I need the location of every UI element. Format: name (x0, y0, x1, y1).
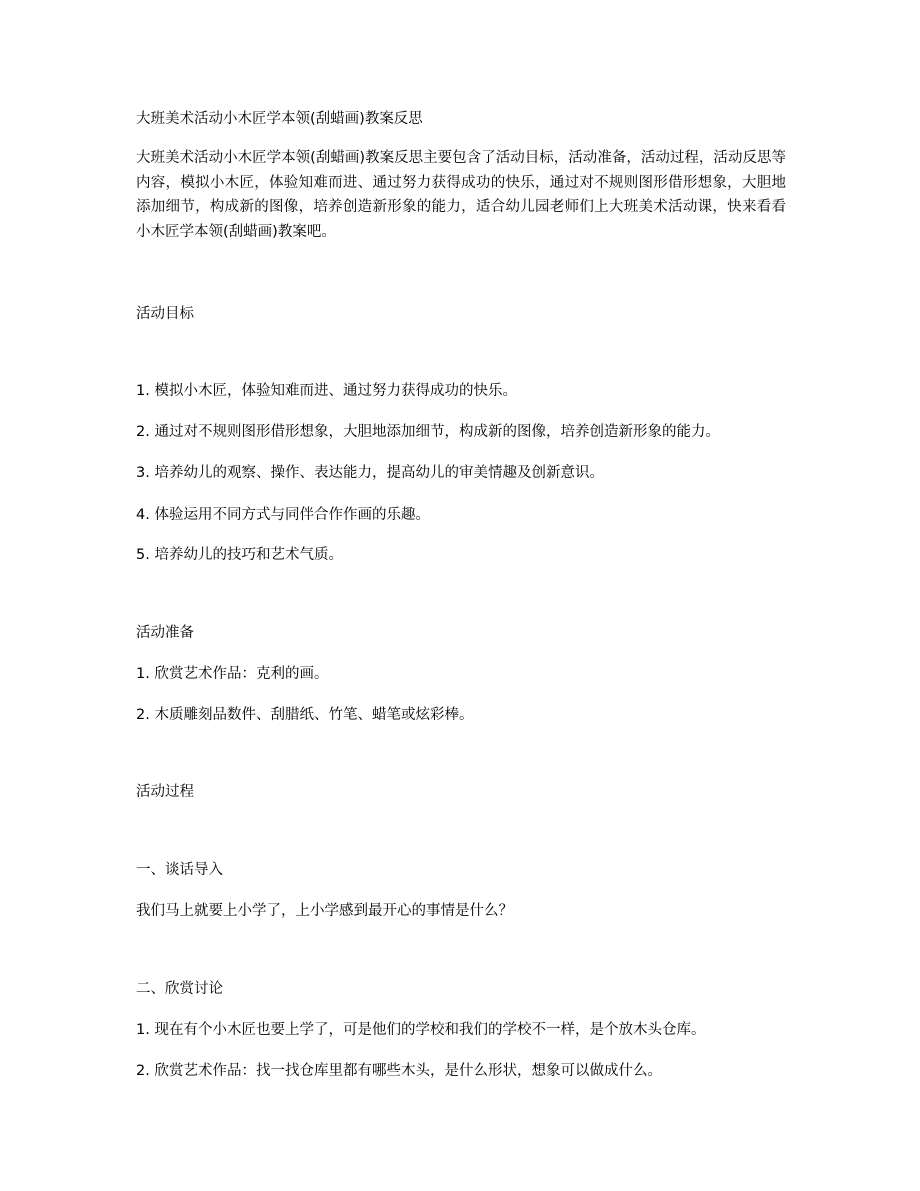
intro-paragraph: 大班美术活动小木匠学本领(刮蜡画)教案反思主要包含了活动目标，活动准备，活动过程，活动反思等内容，模拟小木匠，体验知难而进、通过努力获得成功的快乐，通过对不规则图形借形想象，大胆地添加细节，构成新的图像，培养创造新形象的能力，适合幼儿园老师们上大班美术活动课，快来看看小木匠学本领(刮蜡画)教案吧。 (136, 150, 786, 240)
prep-item: 2. 木质雕刻品数件、刮腊纸、竹笔、蜡笔或炫彩棒。 (136, 707, 474, 723)
process-part2-item: 2. 欣赏艺术作品：找一找仓库里都有哪些木头，是什么形状，想象可以做成什么。 (136, 1063, 662, 1079)
goal-item: 4. 体验运用不同方式与同伴合作作画的乐趣。 (136, 507, 430, 523)
process-part1-text: 我们马上就要上小学了，上小学感到最开心的事情是什么？ (136, 903, 513, 919)
goals-heading: 活动目标 (136, 306, 194, 322)
process-part2-item: 1. 现在有个小木匠也要上学了，可是他们的学校和我们的学校不一样，是个放木头仓库。 (136, 1022, 706, 1038)
prep-item: 1. 欣赏艺术作品：克利的画。 (136, 666, 329, 682)
goal-item: 5. 培养幼儿的技巧和艺术气质。 (136, 547, 343, 563)
prep-heading: 活动准备 (136, 625, 194, 641)
goal-item: 3. 培养幼儿的观察、操作、表达能力，提高幼儿的审美情趣及创新意识。 (136, 465, 604, 481)
process-part2-heading: 二、欣赏讨论 (136, 981, 223, 997)
goal-item: 2. 通过对不规则图形借形想象，大胆地添加细节，构成新的图像，培养创造新形象的能力。 (136, 424, 720, 440)
process-heading: 活动过程 (136, 784, 194, 800)
document-title: 大班美术活动小木匠学本领(刮蜡画)教案反思 (136, 111, 423, 127)
goal-item: 1. 模拟小木匠，体验知难而进、通过努力获得成功的快乐。 (136, 383, 517, 399)
process-part1-heading: 一、谈话导入 (136, 862, 223, 878)
